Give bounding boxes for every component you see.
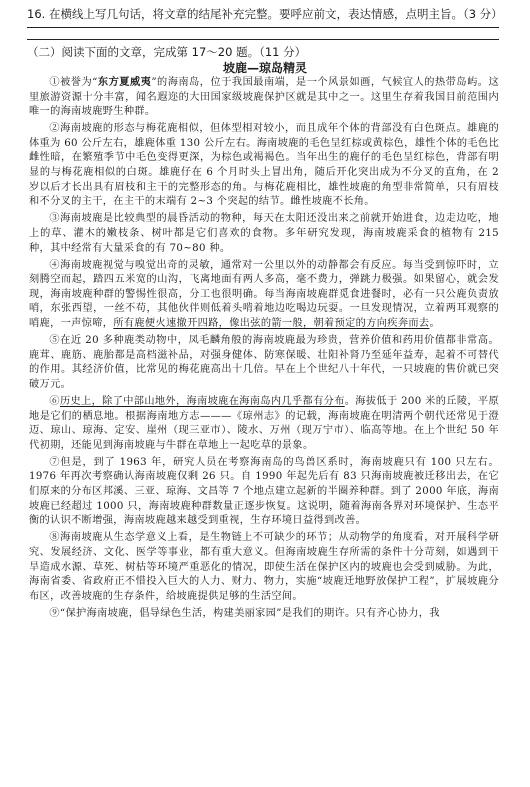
p4-text-a: ④海南坡鹿视觉与嗅觉出奇的灵敏，通常对一公里以外的动静都会有反应。每当受到惊吓时，立刻腾空而起，踏四五米宽的山沟，飞离地面有两人多高，毫不费力，弹跳力极强。如果留心，就会发现，海南坡鹿种群的警惕性很高，分工也很明确。每当海南坡鹿群觅食进餐时，必有一只公鹿负责放哨，东张西望，一丝不苟，其他伙伴则低着头啃着地边吃喝边玩耍。一旦发现情况，立着两耳观察的哨鹿，一声惊啼，: [29, 259, 499, 329]
paragraph-6: [29, 395, 499, 453]
section-heading: （二）阅读下面的文章，完成第 17～20 题。（11 分）: [27, 45, 307, 59]
question-16: 16. 在横线上写几句话，将文章的结尾补充完整。要呼应前文，表达情感，点明主旨。（3 分）: [27, 7, 503, 21]
paragraph-3: ③海南坡鹿是比较典型的晨昏活动的物种，每天在太阳还没出来之前就开始进食，边走边吃，地上的草、灌木的嫩枝条、树叶都是它们喜欢的食物。多年研究发现，海南坡鹿采食的植物有 215 种，其中经常有大量采食的有 70~80 种。: [29, 213, 499, 254]
paragraph-2: ②海南坡鹿的形态与梅花鹿相似，但体型相对较小，而且成年个体的背部没有白色斑点。雄鹿的体重为 60 公斤左右，雄鹿体重 130 公斤左右。海南坡鹿的毛色呈红棕或黄棕色，雄性个体的毛色比雌性暗，在繁殖季节中毛色变得更深，为棕色或褐褐色。当年出生的鹿仔的毛色呈红棕色，背部有明显的与梅花鹿相似的白斑。雄鹿仔在 6 个月时头上冒出角，随后开化突出成为不分叉的直角，在 2 岁以后才长出具有眉枝和主干的完整形态的角。与梅花鹿相比，雄性坡鹿的角型非常简单，只有眉枝和不分叉的主干，在主干的末端有 2~3 个突起的结节。雌性坡鹿不长角。: [29, 123, 500, 208]
paragraph-7: ⑦但是，到了 1963 年，研究人员在考察海南岛的鸟兽区系时，海南坡鹿只有 100 只左右。1976 年再次考察确认海南坡鹿仅剩 26 只。自 1990 年起先后有 83 只海南坡鹿被迁移出去，在它们原来的分布区邦溪、三亚、琼海、文昌等 7 个地点建立起新的半圈养种群。到了 2000 年底，海南坡鹿已经超过 1000 只，海南坡鹿种群数量正逐步恢复。这说明，随着海南各界对环境保护、生态平衡的认识不断增强，海南坡鹿越来越受到重视，生存环境日益得到改善。: [29, 456, 500, 527]
section-divider: [27, 39, 499, 40]
paragraph-9: ⑨“保护海南坡鹿，倡导绿色生活，构建美丽家园”是我们的期许。只有齐心协力，我: [49, 607, 440, 619]
paragraph-8: ⑧海南坡鹿从生态学意义上看，是生物链上不可缺少的环节；从动物学的角度看，对开展科学研究、发展经济、文化、医学等事业，都有重大意义。但海南坡鹿生存所需的条件十分苛刻，如遇到干旱造成水源、草死、树枯等环境严重恶化的情况，即使生活在保护区内的坡鹿也会受到威胁。为此，海南省委、省政府正不惜投入巨大的人力、财力、物力，实施“坡鹿迁地野放保护工程”，扩展坡鹿分布区，改善坡鹿的生存条件，给坡鹿提供足够的生活空间。: [29, 532, 499, 602]
p6-text-c: 。海拔低于 200 米的丘陵，平原地是它们的栖息地。根据海南地方志———《琼州志》的记载，海南坡鹿在明清两个朝代还常见于澄迈、琼山、琼海、定安、崖州（现三亚市）、陵水、万州（现万宁市）、临高等地。在上个世纪 50 年代初期，还能见到海南坡鹿与牛群在草地上一起吃草的景象。: [29, 395, 500, 451]
paragraph-4: [29, 259, 499, 332]
p1-text-a: ①被誉为“: [49, 77, 98, 88]
p6-text-a: ⑥: [49, 395, 60, 407]
p4-text-c: 。: [429, 318, 440, 329]
p1-text-c: ”的海南岛，位于我国最南端，是一个风景如画，气候宜人的热带岛屿。这里旅游资源十分丰富，闻名遐迩的大田国家级坡鹿保护区就是其中之一。这里生存着我国目前范围内唯一的海南坡鹿野生种群。: [29, 77, 499, 118]
article-title: 坡鹿—琼岛精灵: [222, 61, 307, 75]
article-body: [29, 75, 499, 624]
p6-underlined-sentence: 历史上，除了中部山地外，海南坡鹿在海南岛内几乎都有分布: [59, 395, 345, 407]
paragraph-5: ⑤在近 20 多种鹿类动物中，凤毛麟角般的海南坡鹿最为珍贵，营养价值和药用价值都非常高。鹿茸、鹿筋、鹿胎都是高档滋补品，对强身健体、防寒保暖、壮阳补肾乃至延年益寿，起着不可替代的作用。其经济价值，比常见的梅花鹿高出十几倍。早在上个世纪八十年代，一只坡鹿的售价就已突破万元。: [29, 335, 499, 390]
answer-line[interactable]: [27, 27, 499, 28]
p1-emphasis: 东方夏威夷: [97, 76, 152, 88]
paragraph-1: [29, 75, 499, 120]
p4-underlined-sentence: 所有鹿便火速撤开四路，像出弦的箭一般，朝着预定的方向疾奔而去: [113, 318, 430, 329]
